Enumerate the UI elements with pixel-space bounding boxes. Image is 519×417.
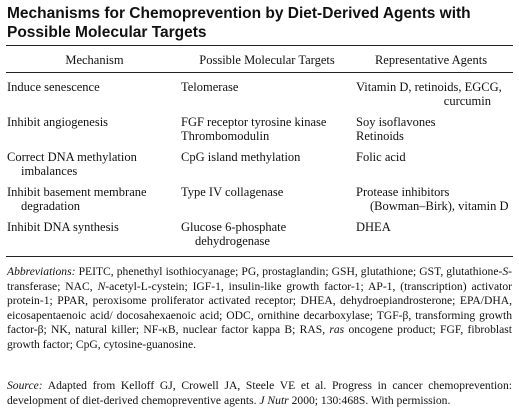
cell-line: Inhibit angiogenesis: [7, 115, 109, 129]
abbreviations-text: oncogene product; FGF, fibroblast growth factor; CpG, cytosine-guanosine.: [7, 323, 512, 351]
source-note: [7, 379, 512, 408]
abbreviations-text: -transferase; NAC,: [7, 265, 512, 293]
table-title: Mechanisms for Chemoprevention by Diet-Derived Agents with Possible Molecular Targets: [7, 5, 471, 41]
source-journal: J Nutr: [259, 393, 289, 407]
cell-line: Folic acid: [356, 150, 406, 164]
table-row-5-agents: [356, 220, 516, 234]
cell-line: FGF receptor tyrosine kinase: [181, 115, 327, 129]
cell-line: Glucose 6-phosphate: [181, 220, 287, 234]
abbreviations-note: [7, 265, 512, 353]
table-row-4-mechanism: [7, 185, 182, 213]
cell-line: Telomerase: [181, 80, 239, 94]
source-text: Adapted from Kelloff GJ, Crowell JA, Steele VE et al. Progress in cancer chemoprevention: development of diet-derived chemopreventive agents.: [7, 379, 512, 407]
cell-line: Correct DNA methylation: [7, 150, 137, 164]
cell-line: Protease inhibitors: [356, 185, 450, 199]
header-bottom-rule: [6, 72, 513, 73]
cell-line: Soy isoflavones: [356, 115, 436, 129]
table-row-5-targets: [181, 220, 353, 248]
table-row-4-targets: [181, 185, 353, 199]
table-row-1-mechanism: [7, 80, 182, 94]
cell-line: (Bowman–Birk), vitamin D: [370, 199, 509, 213]
cell-line: CpG island methylation: [181, 150, 301, 164]
table-row-3-mechanism: [7, 150, 182, 178]
abbreviations-italic: S: [502, 265, 509, 278]
cell-line: imbalances: [21, 164, 78, 178]
cell-line: Retinoids: [356, 129, 404, 143]
abbreviations-label: Abbreviations:: [7, 265, 76, 278]
table-row-2-agents: [356, 115, 516, 143]
table-row-2-targets: [181, 115, 353, 143]
header-top-rule: [6, 45, 513, 46]
cell-line: Vitamin D, retinoids, EGCG,: [356, 80, 502, 94]
header-representative-agents: Representative Agents: [374, 53, 488, 67]
cell-line: Inhibit basement membrane: [7, 185, 147, 199]
table-row-1-agents: [356, 80, 516, 108]
table-row-3-agents: [356, 150, 516, 164]
header-molecular-targets: Possible Molecular Targets: [199, 53, 335, 67]
table-row-4-agents: [356, 185, 516, 213]
table-row-3-targets: [181, 150, 353, 164]
cell-line: DHEA: [356, 220, 391, 234]
abbreviations-italic: ras: [329, 323, 345, 337]
table-row-1-targets: [181, 80, 353, 94]
table-bottom-rule: [6, 256, 513, 257]
cell-line: Thrombomodulin: [181, 129, 270, 143]
abbreviations-text: PEITC, phenethyl isothiocyanage; PG, prostaglandin; GSH, glutathione; GST, glutathione-: [75, 265, 503, 278]
abbreviations-text: -acetyl-L-cystein; IGF-1, insulin-like growth factor-1; AP-1, (transcription) activator protein-1; PPAR, peroxisome proliferator activated receptor; DHEA, dehydroepiandrosterone; EPA/DHA, eicosapentaenoic acid/ docosahexaenoic acid; ODC, ornithine decarboxylase; TGF-β, transforming growth factor-β; NK, natural killer; NF-κB, nuclear factor kappa B; RAS,: [7, 279, 513, 337]
cell-line: Inhibit DNA synthesis: [7, 220, 119, 234]
cell-line: dehydrogenase: [195, 234, 270, 248]
cell-line: Type IV collagenase: [181, 185, 284, 199]
source-text: 2000; 130:468S. With permission.: [288, 393, 451, 407]
header-mechanism: Mechanism: [65, 53, 124, 67]
table-row-2-mechanism: [7, 115, 182, 129]
cell-line: Induce senescence: [7, 80, 100, 94]
cell-line: curcumin: [443, 94, 491, 108]
abbreviations-italic: N: [97, 279, 106, 293]
cell-line: degradation: [21, 199, 81, 213]
table-row-5-mechanism: [7, 220, 182, 234]
source-label: Source:: [7, 379, 43, 392]
